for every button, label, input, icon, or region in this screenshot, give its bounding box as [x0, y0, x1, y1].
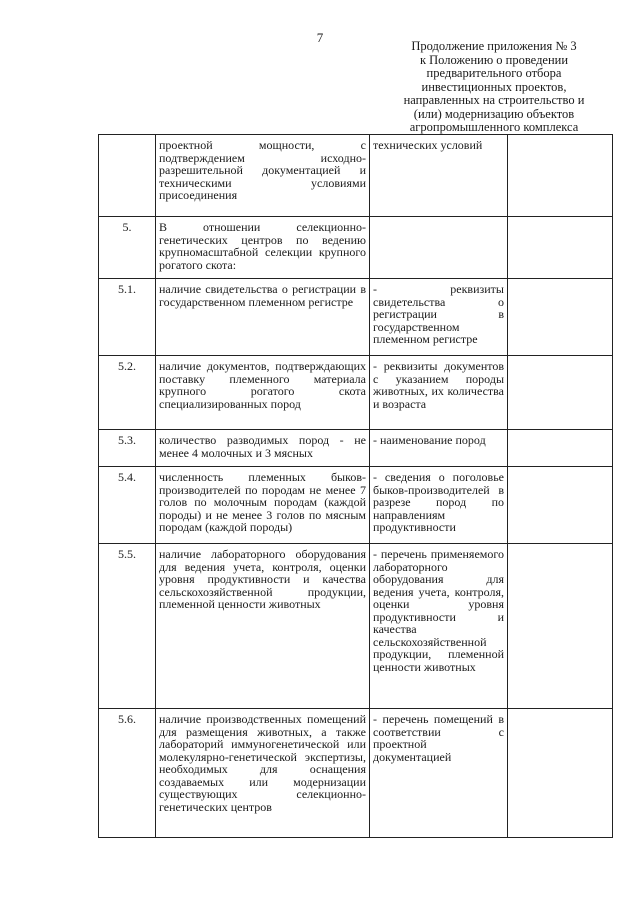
header-line: агропромышленного комплекса	[409, 120, 579, 134]
note-cell	[508, 356, 613, 430]
row-number: 5.2.	[99, 356, 156, 430]
header-line: инвестиционных проектов,	[421, 79, 567, 94]
table-row	[99, 356, 613, 430]
row-number: 5.6.	[99, 709, 156, 838]
note-cell	[508, 430, 613, 467]
documents-cell: - перечень применяемого лабораторного оборудования для ведения учета, контроля, оценки уровня продуктивности и качества сельскохозяйственной продукции, племенной ценности животных	[370, 544, 508, 709]
criterion-cell: В отношении селекционно-генетических центров по ведению крупномасштабной селекции крупного рогатого скота:	[156, 217, 370, 279]
table-row	[99, 709, 613, 838]
table-row	[99, 544, 613, 709]
table-row	[99, 279, 613, 356]
criterion-cell: наличие производственных помещений для размещения животных, а также лабораторий иммуногенетической или молекулярно-генетической экспертизы, необходимых для оснащения создаваемых или модернизации существующих селекционно-генетических центров	[156, 709, 370, 838]
header-line: (или) модернизацию объектов	[413, 106, 575, 121]
header-line: Продолжение приложения № 3	[411, 39, 577, 53]
documents-cell: - перечень помещений в соответствии с проектной документацией	[370, 709, 508, 838]
documents-cell: - реквизиты свидетельства о регистрации в государственном племенном регистре	[370, 279, 508, 356]
documents-cell: - наименование пород	[370, 430, 508, 467]
table-row	[99, 467, 613, 544]
page-number: 7	[316, 30, 324, 45]
row-number: 5.4.	[99, 467, 156, 544]
row-number	[99, 135, 156, 217]
criterion-cell: наличие свидетельства о регистрации в государственном племенном регистре	[156, 279, 370, 356]
note-cell	[508, 709, 613, 838]
note-cell	[508, 544, 613, 709]
note-cell	[508, 135, 613, 217]
table-row	[99, 135, 613, 217]
header-line: к Положению о проведении	[419, 52, 569, 67]
row-number: 5.1.	[99, 279, 156, 356]
header-line: направленных на строительство и	[403, 93, 585, 107]
documents-cell	[370, 217, 508, 279]
criterion-cell: наличие лабораторного оборудования для ведения учета, контроля, оценки уровня продуктивности и качества сельскохозяйственной продукции, племенной ценности животных	[156, 544, 370, 709]
header-line: предварительного отбора	[426, 66, 562, 80]
note-cell	[508, 279, 613, 356]
row-number: 5.5.	[99, 544, 156, 709]
documents-cell: технических условий	[370, 135, 508, 217]
criterion-cell: проектной мощности, с подтверждением исходно-разрешительной документацией и техническими условиями присоединения	[156, 135, 370, 217]
criterion-cell: наличие документов, подтверждающих поставку племенного материала крупного рогатого скота специализированных пород	[156, 356, 370, 430]
appendix-header-note	[394, 40, 594, 135]
row-number: 5.	[99, 217, 156, 279]
row-number: 5.3.	[99, 430, 156, 467]
table-row	[99, 430, 613, 467]
table-row	[99, 217, 613, 279]
documents-cell: - реквизиты документов с указанием породы животных, их количества и возраста	[370, 356, 508, 430]
criterion-cell: численность племенных быков-производителей по породам не менее 7 голов по молочным породам (каждой породы) и не менее 3 голов по мясным породам (каждой породы)	[156, 467, 370, 544]
note-cell	[508, 217, 613, 279]
note-cell	[508, 467, 613, 544]
documents-cell: - сведения о поголовье быков-производителей в разрезе пород по направлениям продуктивности	[370, 467, 508, 544]
criterion-cell: количество разводимых пород - не менее 4 молочных и 3 мясных	[156, 430, 370, 467]
criteria-table	[98, 134, 613, 838]
